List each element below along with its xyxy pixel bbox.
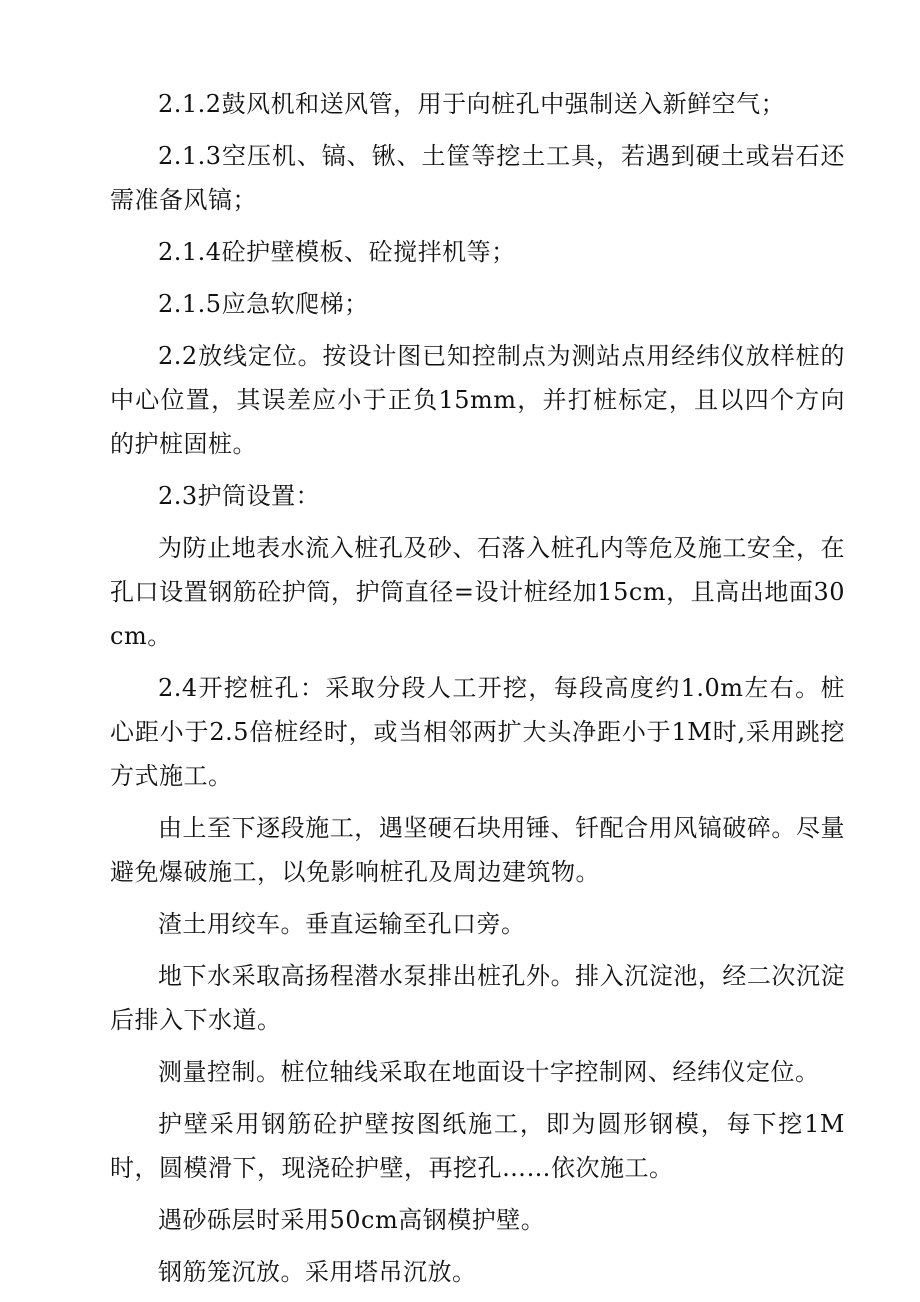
paragraph-gravel-layer: 遇砂砾层时采用50cm高钢模护壁。 xyxy=(158,1206,546,1234)
document-body xyxy=(110,82,845,1302)
paragraph-retaining-wall: 护壁采用钢筋砼护壁按图纸施工，即为圆形钢模，每下挖1M时，圆模滑下，现浇砼护壁，再挖孔……依次施工。 xyxy=(110,1110,845,1182)
paragraph-groundwater: 地下水采取高扬程潜水泵排出桩孔外。排入沉淀池，经二次沉淀后排入下水道。 xyxy=(110,962,845,1034)
paragraph-2-1-3: 2.1.3空压机、镐、锹、土筐等挖土工具，若遇到硬土或岩石还需准备风镐； xyxy=(110,142,845,214)
paragraph-excavation: 由上至下逐段施工，遇坚硬石块用锤、钎配合用风镐破碎。尽量避免爆破施工，以免影响桩孔及周边建筑物。 xyxy=(110,814,845,886)
paragraph-2-1-4: 2.1.4砼护壁模板、砼搅拌机等； xyxy=(158,238,516,266)
paragraph-survey: 测量控制。桩位轴线采取在地面设十字控制网、经纬仪定位。 xyxy=(158,1058,820,1086)
paragraph-2-1-2: 2.1.2鼓风机和送风管，用于向桩孔中强制送入新鲜空气； xyxy=(158,90,786,118)
paragraph-rebar-cage: 钢筋笼沉放。采用塔吊沉放。 xyxy=(158,1258,477,1286)
paragraph-casing: 为防止地表水流入桩孔及砂、石落入桩孔内等危及施工安全，在孔口设置钢筋砼护筒，护筒直径=设计桩经加15cm，且高出地面30cm。 xyxy=(110,534,845,650)
paragraph-2-3: 2.3护筒设置： xyxy=(158,482,321,510)
paragraph-spoil: 渣土用绞车。垂直运输至孔口旁。 xyxy=(158,910,526,938)
paragraph-2-4: 2.4开挖桩孔：采取分段人工开挖，每段高度约1.0m左右。桩心距小于2.5倍桩经时，或当相邻两扩大头净距小于1M时,采用跳挖方式施工。 xyxy=(110,674,845,790)
paragraph-2-2: 2.2放线定位。按设计图已知控制点为测站点用经纬仪放样桩的中心位置，其误差应小于正负15mm，并打桩标定，且以四个方向的护桩固桩。 xyxy=(110,342,845,458)
paragraph-2-1-5: 2.1.5应急软爬梯； xyxy=(158,290,369,318)
